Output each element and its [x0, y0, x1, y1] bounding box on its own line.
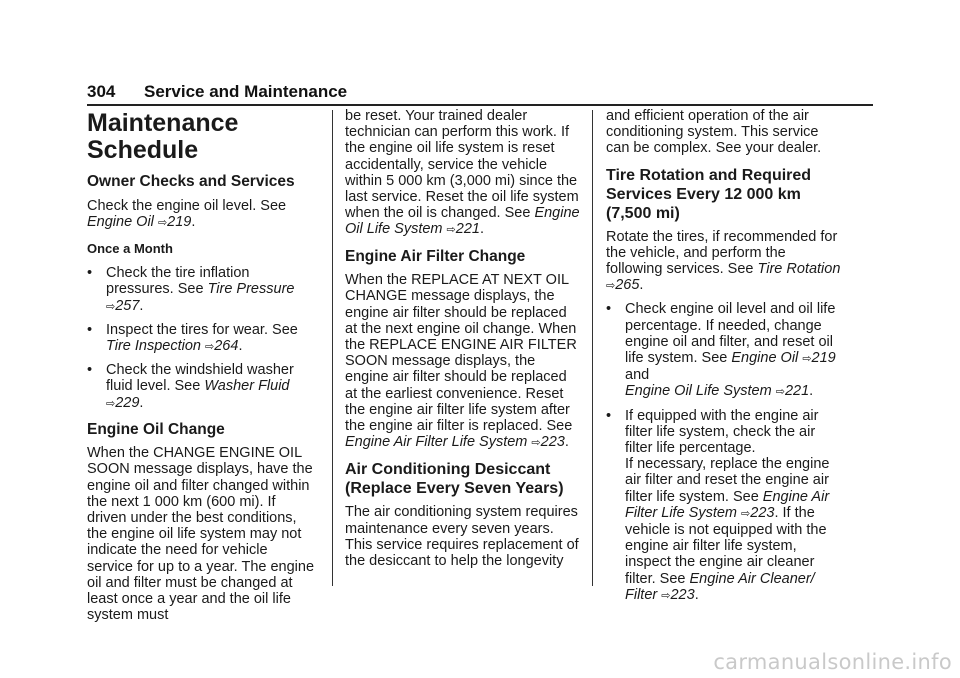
- owner-intro: Check the engine oil level. See Engine Oil ⇨219.: [87, 197, 287, 230]
- list-item: • If equipped with the engine air filter life system, check the air filter life percentage. If necessary, replace the engine air filter and reset the engine air filter life system. See Engine Air Filter Life System ⇨223. If the vehicle is not equipped with the engine air filter life system, inspect the engine air cleaner filter. See Engine Air Cleaner/ Filter ⇨223.: [606, 407, 830, 603]
- page-ref-icon: ⇨: [106, 397, 116, 410]
- link-engine-air-filter-life-system[interactable]: Engine Air Filter Life System: [345, 434, 528, 451]
- bullet-icon: •: [87, 321, 93, 338]
- link-washer-fluid[interactable]: Washer Fluid: [204, 378, 290, 395]
- link-engine-air-filter-life-system[interactable]: Engine Air Filter Life System: [625, 488, 830, 521]
- ac-desiccant-heading: Air Conditioning Desiccant (Replace Every Seven Years): [345, 461, 564, 498]
- tire-rotation-heading: Tire Rotation and Required Services Every 12 000 km (7,500 mi): [606, 166, 812, 222]
- oil-continued-text: be reset. Your trained dealer technician can perform this work. If the engine oil life system is reset accidentally, service the vehicle within 5 000 km (3,000 mi) since the last service. Reset the oil life system when the oil is changed. See Engine Oil Life System ⇨221.: [345, 108, 580, 238]
- header-rule: [87, 104, 873, 106]
- link-tire-pressure[interactable]: Tire Pressure: [207, 281, 295, 298]
- link-engine-oil-life-system[interactable]: Engine Oil Life System: [345, 205, 580, 238]
- page-ref-icon: ⇨: [775, 386, 785, 399]
- page-ref-icon: ⇨: [802, 353, 812, 366]
- link-engine-oil[interactable]: Engine Oil: [87, 213, 154, 230]
- once-a-month-label: Once a Month: [87, 240, 173, 256]
- page-title: Maintenance Schedule: [87, 109, 239, 164]
- section-title: Service and Maintenance: [144, 82, 348, 101]
- page-ref-icon: ⇨: [606, 280, 616, 293]
- bullet-icon: •: [606, 407, 612, 424]
- page-ref-icon: ⇨: [106, 300, 116, 313]
- link-engine-oil-life-system[interactable]: Engine Oil Life System: [625, 383, 772, 400]
- column-1: [87, 108, 317, 630]
- page-ref-icon: ⇨: [446, 224, 456, 237]
- column-divider-1: [332, 110, 333, 586]
- page-ref-icon: ⇨: [205, 340, 215, 353]
- page-ref-icon: ⇨: [661, 589, 671, 602]
- link-engine-oil[interactable]: Engine Oil: [731, 350, 799, 367]
- watermark: carmanualsonline.info: [713, 650, 952, 674]
- air-filter-heading: Engine Air Filter Change: [345, 247, 526, 265]
- engine-oil-change-heading: Engine Oil Change: [87, 420, 225, 438]
- bullet-icon: •: [87, 265, 93, 282]
- list-item: • Inspect the tires for wear. See Tire Inspection ⇨264.: [87, 321, 298, 354]
- link-tire-inspection[interactable]: Tire Inspection: [106, 337, 201, 354]
- column-3: [606, 108, 842, 611]
- column-divider-2: [592, 110, 593, 586]
- owner-checks-heading: Owner Checks and Services: [87, 173, 295, 190]
- page-ref-icon: ⇨: [531, 437, 541, 450]
- bullet-icon: •: [87, 362, 93, 379]
- link-tire-rotation[interactable]: Tire Rotation: [757, 261, 841, 278]
- page-ref-icon: ⇨: [157, 216, 168, 229]
- bullet-icon: •: [606, 301, 612, 318]
- list-item: • Check the tire inflation pressures. See Tire Pressure ⇨257.: [87, 265, 295, 314]
- list-item: • Check engine oil level and oil life percentage. If needed, change engine oil and filter, and reset oil life system. See Engine Oil ⇨219 and Engine Oil Life System ⇨221.: [606, 301, 836, 400]
- ac-continued-text: and efficient operation of the air conditioning system. This service can be complex. See your dealer.: [606, 108, 822, 157]
- ac-desiccant-text: The air conditioning system requires maintenance every seven years. This service requires replacement of the desiccant to help the longevity: [345, 504, 579, 569]
- page-ref-icon: ⇨: [741, 507, 751, 520]
- list-item: • Check the windshield washer fluid level. See Washer Fluid ⇨229.: [87, 362, 294, 411]
- link-engine-air-cleaner-filter[interactable]: Engine Air Cleaner/ Filter: [625, 570, 815, 603]
- page-number: 304: [87, 82, 116, 101]
- air-filter-text: When the REPLACE AT NEXT OIL CHANGE message displays, the engine air filter should be replaced at the next engine oil change. When the REPLACE ENGINE AIR FILTER SOON message displays, the engine air filter should be replaced at the earliest convenience. Reset the engine air filter life system after the engine air filter is replaced. See Engine Air Filter Life System ⇨223.: [345, 272, 577, 451]
- column-2: [345, 108, 581, 576]
- page-header: [87, 82, 873, 102]
- tire-rotation-intro: Rotate the tires, if recommended for the vehicle, and perform the following services. See Tire Rotation ⇨265.: [606, 228, 841, 294]
- engine-oil-change-text: When the CHANGE ENGINE OIL SOON message displays, have the engine oil and filter changed within the next 1 000 km (600 mi). If driven under the best conditions, the engine oil life system may not indicate the need for vehicle service for up to a year. The engine oil and filter must be changed at least once a year and the oil life system must: [87, 445, 315, 624]
